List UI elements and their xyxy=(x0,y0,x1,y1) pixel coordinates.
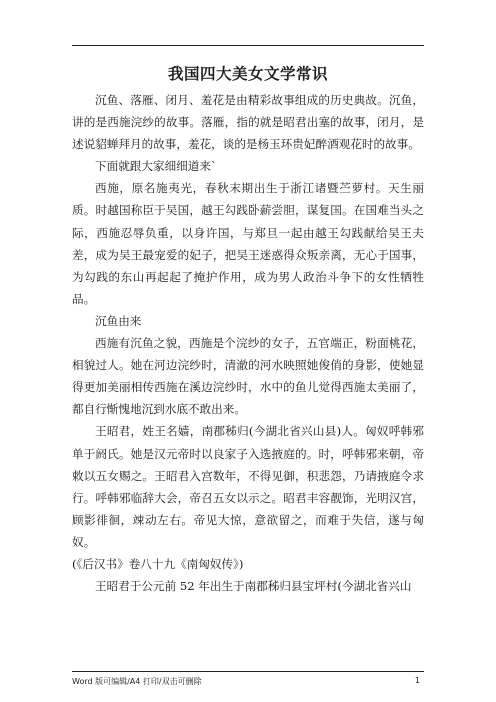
paragraph: 西施有沉鱼之貌，西施是个浣纱的女子，五官端正，粉面桃花，相貌过人。她在河边浣纱时，清澈的河水映照她俊俏的身影，使她显得更加美丽相传西施在溪边浣纱时，水中的鱼儿觉得西施太美丽了，都自行惭愧地沉到水底不敢出来。 xyxy=(72,336,424,417)
paragraph: 王昭君，姓王名嫱，南郡秭归(今湖北省兴山县)人。匈奴呼韩邪单于阏氏。她是汉元帝时以良家子入选掖庭的。时，呼韩邪来朝，帝敕以五女赐之。王昭君入宫数年，不得见御，积悲怨，乃请掖庭令求行。呼韩邪临辞大会，帝召五女以示之。昭君丰容靓饰，光明汉宫，顾影徘徊，竦动左右。帝见大惊，意欲留之，而难于失信，遂与匈奴。 xyxy=(72,424,424,549)
document-body xyxy=(72,89,424,597)
footer-rule xyxy=(72,671,424,672)
paragraph: 西施，原名施夷光，春秋末期出生于浙江诸暨苎萝村。天生丽质。时越国称臣于吴国，越王勾践卧薪尝胆，谋复国。在国难当头之际，西施忍辱负重，以身许国，与郑旦一起由越王勾践献给吴王夫差，成为吴王最宠爱的妃子，把吴王迷惑得众叛亲离，无心于国事，为勾践的东山再起起了掩护作用，成为男人政治斗争下的女性牺牲品。 xyxy=(72,181,424,306)
paragraph: 王昭君于公元前 52 年出生于南郡秭归县宝坪村(今湖北省兴山 xyxy=(95,579,412,594)
paragraph: 沉鱼、落雁、闭月、羞花是由精彩故事组成的历史典故。沉鱼，讲的是西施浣纱的故事。落雁，指的就是昭君出塞的故事，闭月，是述说貂蝉拜月的故事，羞花，谈的是杨玉环贵妃醉酒观花时的故事。 xyxy=(72,93,424,152)
document-title: 我国四大美女文学常识 xyxy=(167,64,328,83)
page-number: 1 xyxy=(414,676,420,685)
page-footer xyxy=(72,676,424,687)
citation: (《后汉书》卷八十九《南匈奴传》) xyxy=(72,556,244,571)
paragraph: 下面就跟大家细细道来` xyxy=(95,159,217,174)
header-rule xyxy=(72,45,424,46)
section-heading: 沉鱼由来 xyxy=(95,313,142,328)
footer-text: Word 版可编辑/A4 打印/双击可删除 xyxy=(72,677,202,686)
